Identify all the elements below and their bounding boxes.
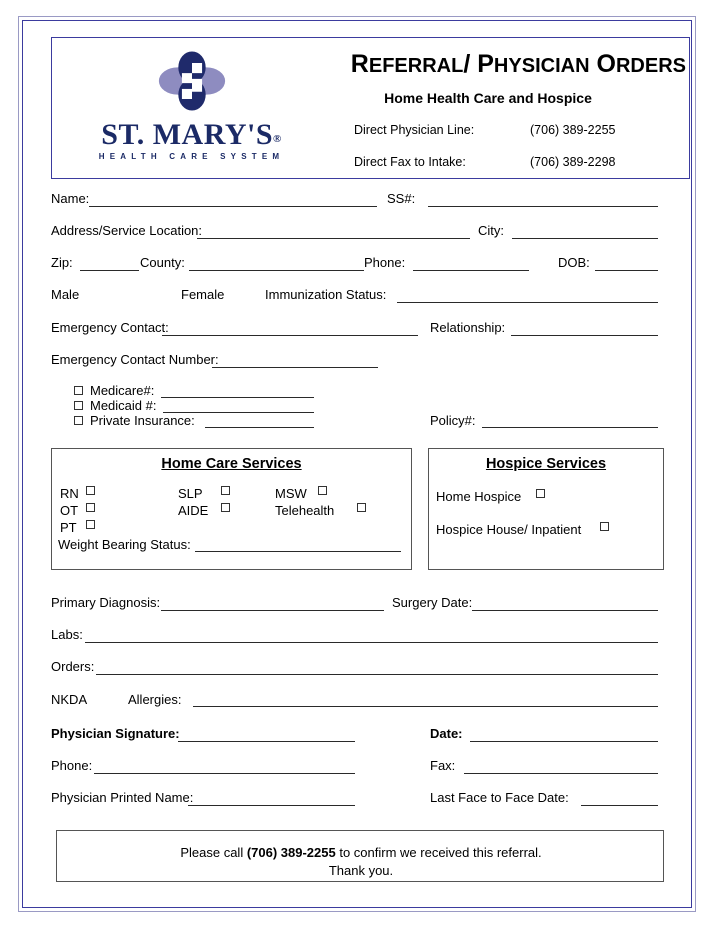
allergies-label: Allergies: <box>128 692 182 707</box>
emergency-contact-number-label: Emergency Contact Number: <box>51 352 219 367</box>
registered-mark: ® <box>273 133 282 145</box>
orders-input[interactable] <box>96 674 658 675</box>
last-face-to-face-date-input[interactable] <box>581 805 658 806</box>
county-input[interactable] <box>189 270 364 271</box>
ssn-input[interactable] <box>428 206 658 207</box>
medicare-label: Medicare#: <box>90 383 155 398</box>
confirmation-note-line-1 <box>57 845 665 860</box>
private-insurance-label: Private Insurance: <box>90 413 195 428</box>
dob-input[interactable] <box>595 270 658 271</box>
service-checkbox-slp[interactable] <box>221 486 230 495</box>
fax-to-intake-label: Direct Fax to Intake: <box>354 155 466 169</box>
weight-bearing-status-label: Weight Bearing Status: <box>58 537 191 552</box>
brand-tagline: HEALTH CARE SYSTEM <box>98 152 285 161</box>
name-label: Name: <box>51 191 90 206</box>
immunization-status-label: Immunization Status: <box>265 287 387 302</box>
emergency-contact-input[interactable] <box>162 335 418 336</box>
primary-diagnosis-input[interactable] <box>161 610 384 611</box>
service-checkbox-ot[interactable] <box>86 503 95 512</box>
service-label-aide: AIDE <box>178 503 209 518</box>
physician-line-value: (706) 389-2255 <box>530 123 616 137</box>
physician-signature-label: Physician Signature: <box>51 726 180 741</box>
relationship-label: Relationship: <box>430 320 506 335</box>
service-label-msw: MSW <box>275 486 307 501</box>
female-label[interactable]: Female <box>181 287 225 302</box>
medicare-input[interactable] <box>161 397 314 398</box>
primary-diagnosis-label: Primary Diagnosis: <box>51 595 161 610</box>
hospice-checkbox-home-hospice[interactable] <box>536 489 545 498</box>
patient-phone-label: Phone: <box>364 255 406 270</box>
signature-date-input[interactable] <box>470 741 658 742</box>
surgery-date-input[interactable] <box>472 610 658 611</box>
page-title: REFERRAL/ PHYSICIAN ORDERS <box>350 50 686 78</box>
medicaid-checkbox[interactable] <box>74 401 83 410</box>
weight-bearing-status-input[interactable] <box>195 551 401 552</box>
medicaid-label: Medicaid #: <box>90 398 157 413</box>
physician-line-label: Direct Physician Line: <box>354 123 475 137</box>
service-checkbox-pt[interactable] <box>86 520 95 529</box>
zip-input[interactable] <box>80 270 139 271</box>
ssn-label: SS#: <box>387 191 416 206</box>
confirmation-note-suffix: to confirm we received this referral. <box>335 845 542 860</box>
emergency-contact-label: Emergency Contact: <box>51 320 169 335</box>
form-sheet <box>30 28 688 902</box>
physician-fax-label: Fax: <box>430 758 456 773</box>
last-face-to-face-date-label: Last Face to Face Date: <box>430 790 569 805</box>
male-label[interactable]: Male <box>51 287 80 302</box>
service-checkbox-aide[interactable] <box>221 503 230 512</box>
nkda-label[interactable]: NKDA <box>51 692 88 707</box>
hospice-checkbox-hospice-house-inpatient[interactable] <box>600 522 609 531</box>
private-insurance-input[interactable] <box>205 427 314 428</box>
dob-label: DOB: <box>558 255 590 270</box>
pinwheel-cross-logo-icon <box>156 50 228 112</box>
page-subtitle: Home Health Care and Hospice <box>384 90 592 106</box>
confirmation-note-line-2: Thank you. <box>328 863 394 878</box>
brand-name: ST. MARY'S <box>101 118 274 151</box>
service-checkbox-telehealth[interactable] <box>357 503 366 512</box>
physician-phone-label: Phone: <box>51 758 93 773</box>
zip-label: Zip: <box>51 255 73 270</box>
service-label-ot: OT <box>60 503 79 518</box>
confirmation-note-prefix: Please call <box>180 845 247 860</box>
confirmation-note-phone: (706) 389-2255 <box>246 845 336 860</box>
physician-printed-name-label: Physician Printed Name: <box>51 790 194 805</box>
surgery-date-label: Surgery Date: <box>392 595 473 610</box>
labs-input[interactable] <box>85 642 658 643</box>
hospice-label-home-hospice: Home Hospice <box>436 489 522 504</box>
city-label: City: <box>478 223 504 238</box>
hospice-label-hospice-house-inpatient: Hospice House/ Inpatient <box>436 522 582 537</box>
service-checkbox-msw[interactable] <box>318 486 327 495</box>
patient-phone-input[interactable] <box>413 270 529 271</box>
brand-logo-block <box>74 44 309 176</box>
name-input[interactable] <box>89 206 377 207</box>
city-input[interactable] <box>512 238 658 239</box>
address-input[interactable] <box>197 238 470 239</box>
medicare-checkbox[interactable] <box>74 386 83 395</box>
county-label: County: <box>140 255 185 270</box>
address-label: Address/Service Location: <box>51 223 203 238</box>
hospice-services-title: Hospice Services <box>485 456 607 472</box>
policy-number-input[interactable] <box>482 427 658 428</box>
physician-signature-input[interactable] <box>178 741 355 742</box>
emergency-contact-number-input[interactable] <box>212 367 378 368</box>
physician-printed-name-input[interactable] <box>188 805 355 806</box>
service-label-pt: PT <box>60 520 77 535</box>
physician-fax-input[interactable] <box>464 773 658 774</box>
service-label-rn: RN <box>60 486 79 501</box>
signature-date-label: Date: <box>430 726 463 741</box>
confirmation-note-box <box>56 830 664 882</box>
orders-label: Orders: <box>51 659 95 674</box>
policy-number-label: Policy#: <box>430 413 476 428</box>
service-label-slp: SLP <box>178 486 203 501</box>
immunization-status-input[interactable] <box>397 302 658 303</box>
service-label-telehealth: Telehealth <box>275 503 335 518</box>
fax-to-intake-value: (706) 389-2298 <box>530 155 616 169</box>
private-insurance-checkbox[interactable] <box>74 416 83 425</box>
physician-phone-input[interactable] <box>94 773 355 774</box>
brand-wordmark <box>74 118 309 152</box>
allergies-input[interactable] <box>193 706 658 707</box>
form-header-box <box>51 37 690 179</box>
relationship-input[interactable] <box>511 335 658 336</box>
labs-label: Labs: <box>51 627 83 642</box>
home-care-services-title: Home Care Services <box>161 456 302 472</box>
service-checkbox-rn[interactable] <box>86 486 95 495</box>
